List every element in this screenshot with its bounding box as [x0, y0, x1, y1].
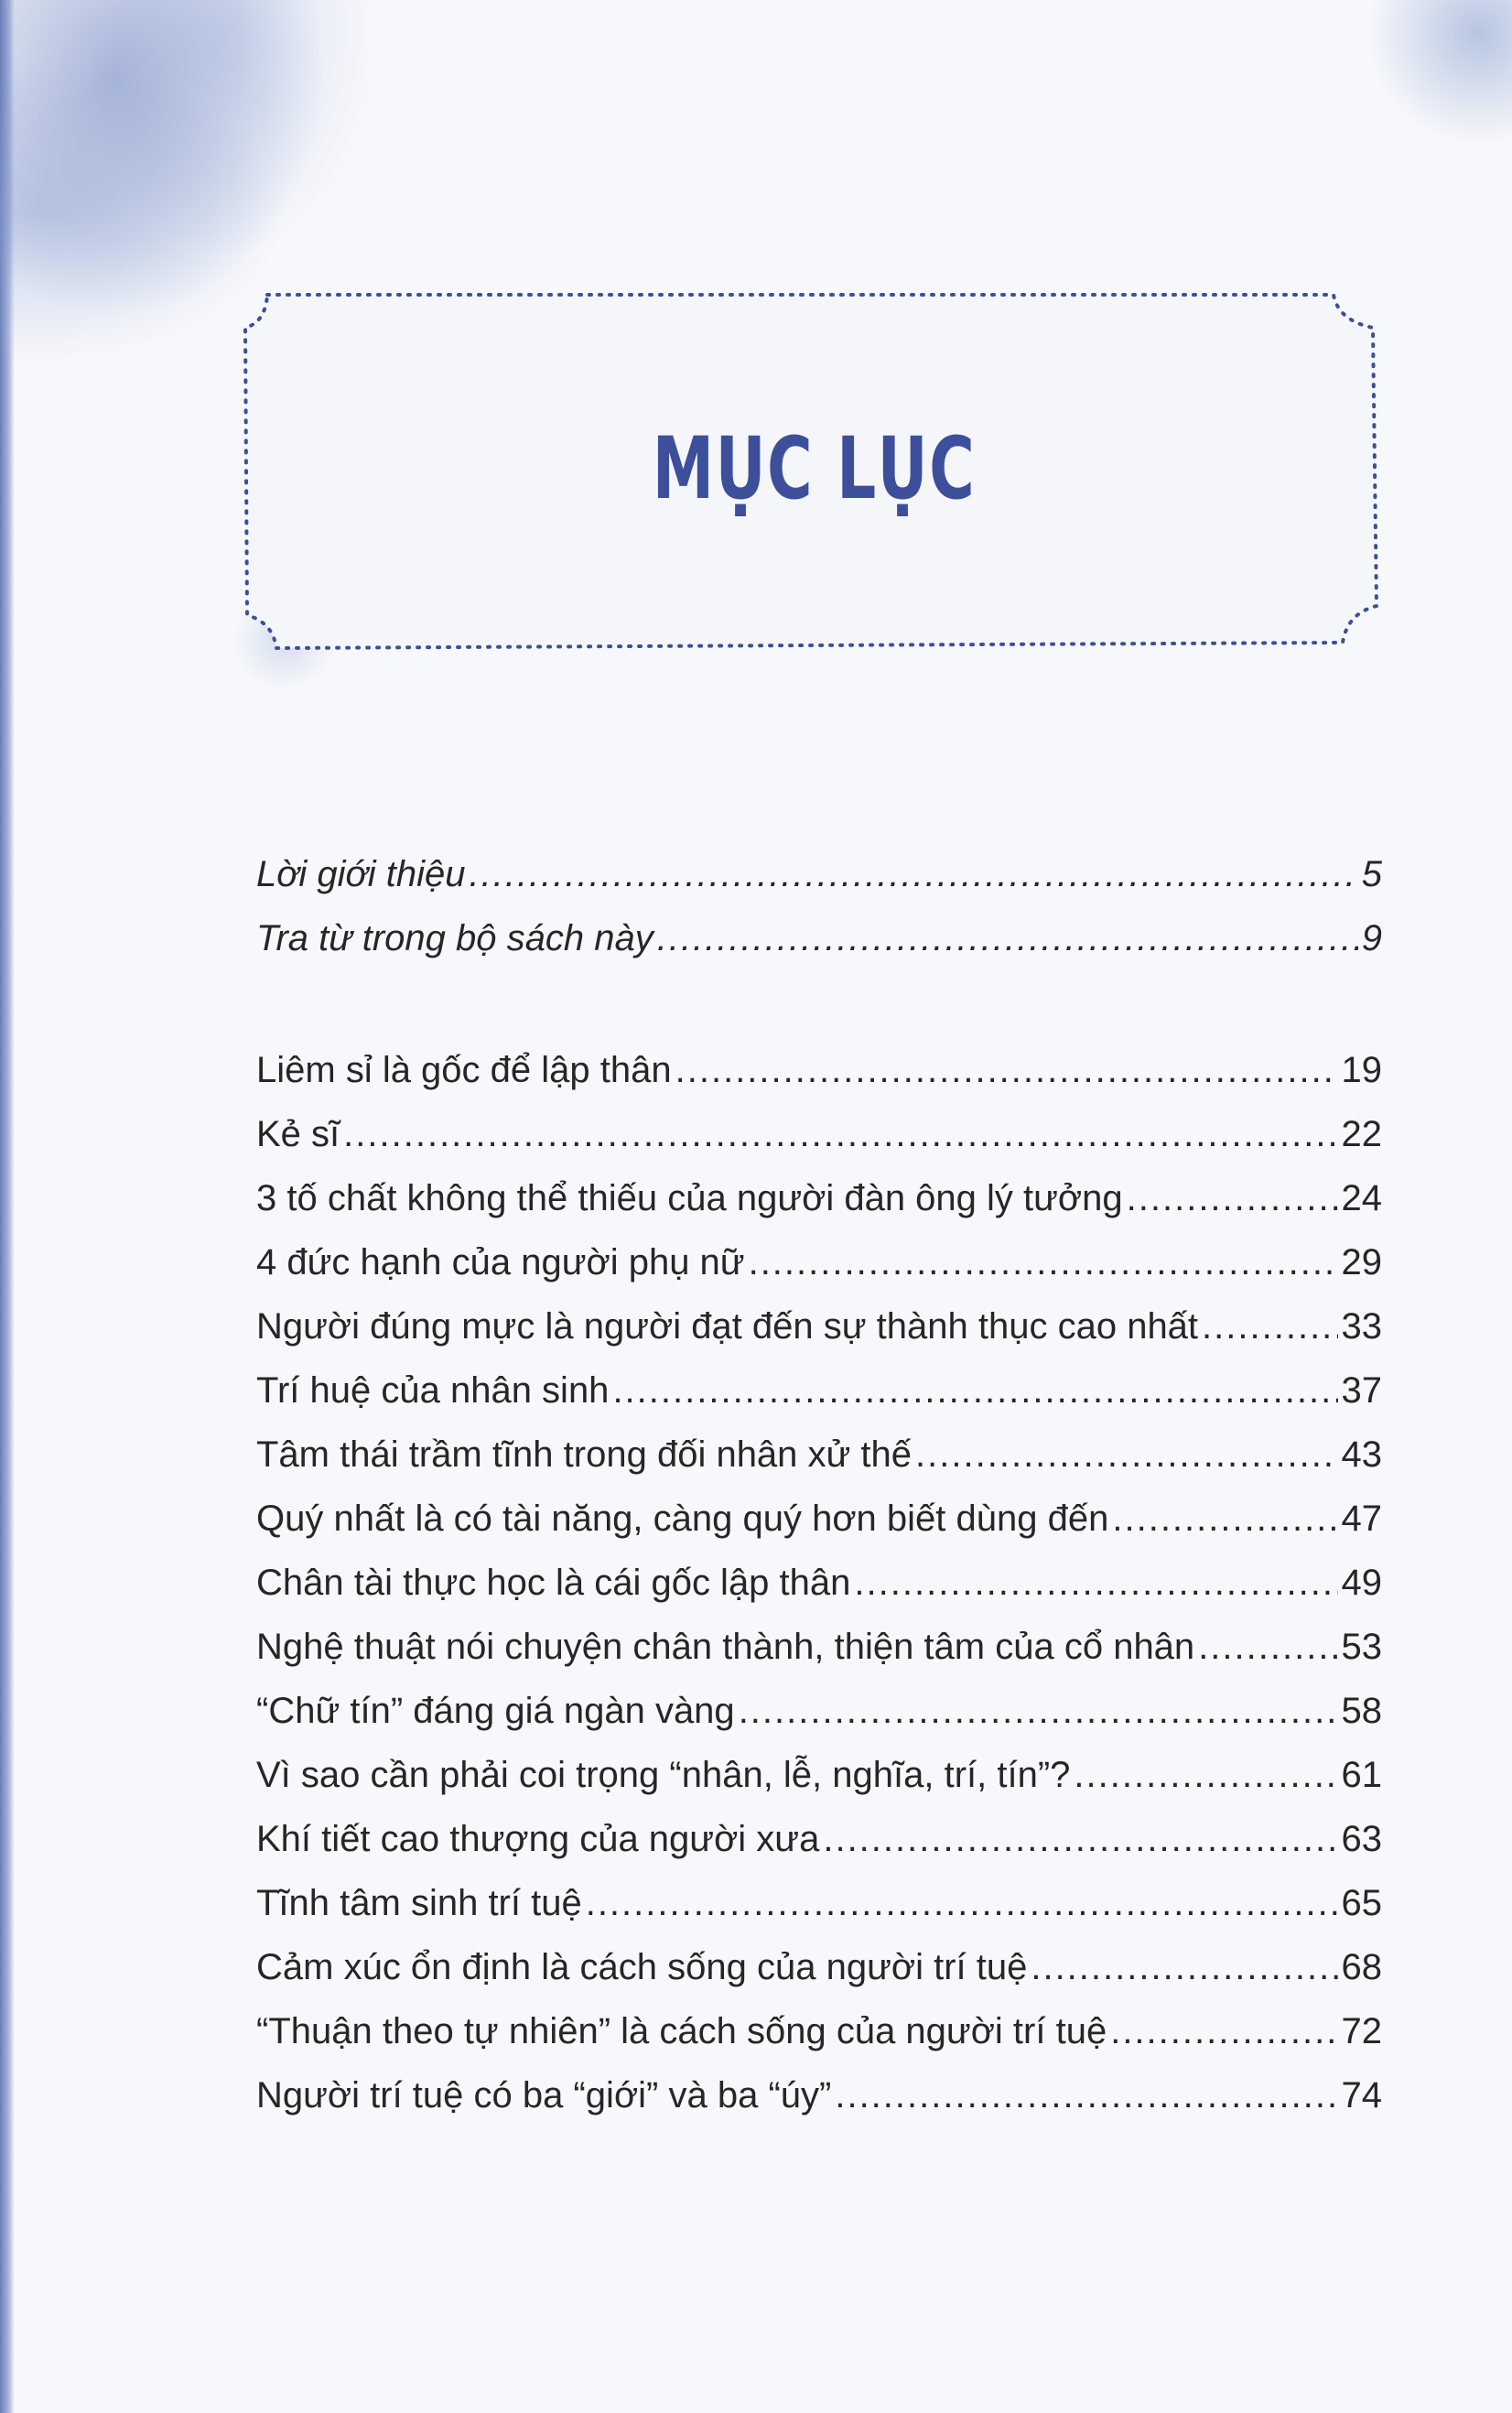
toc-entry [256, 1743, 1382, 1807]
toc-entry-label: Lời giới thiệu [256, 854, 466, 894]
toc-entry-page: 9 [1361, 918, 1382, 958]
dot-leader [1074, 1743, 1337, 1807]
toc-entry [256, 1999, 1382, 2063]
toc-entry [256, 1294, 1382, 1358]
toc-entry-page: 33 [1341, 1306, 1382, 1347]
toc-entry-page: 74 [1341, 2075, 1382, 2115]
toc-entry-label: Tâm thái trầm tĩnh trong đối nhân xử thế [256, 1434, 913, 1475]
book-spine-edge [0, 0, 15, 2413]
toc-entry-label: Cảm xúc ổn định là cách sống của người trí tuệ [256, 1947, 1028, 1987]
toc-entry-page: 29 [1341, 1242, 1382, 1282]
dot-leader [1110, 1999, 1337, 2063]
toc-entry-label: Người trí tuệ có ba “giới” và ba “úy” [256, 2075, 832, 2115]
toc-entry-label: Kẻ sĩ [256, 1114, 340, 1154]
toc-entry [256, 2063, 1382, 2127]
dot-leader [1031, 1935, 1337, 1999]
frost-decoration-top-right [1347, 0, 1512, 165]
dot-leader [1202, 1294, 1337, 1358]
toc-entry [256, 1551, 1382, 1615]
toc-entry-page: 68 [1341, 1947, 1382, 1987]
toc-entry-page: 49 [1341, 1563, 1382, 1603]
toc-entry-label: Vì sao cần phải coi trọng “nhân, lễ, nghĩa, trí, tín”? [256, 1755, 1071, 1795]
page-title: MỤC LỤC [652, 419, 977, 519]
dot-leader [854, 1551, 1337, 1615]
toc-entry-page: 19 [1341, 1050, 1382, 1090]
toc-entry [256, 1038, 1382, 1102]
toc-entry-label: Tra từ trong bộ sách này [256, 918, 653, 958]
dot-leader [915, 1423, 1337, 1487]
dot-leader [823, 1807, 1337, 1871]
dot-leader [586, 1871, 1338, 1935]
toc-entry-label: Người đúng mực là người đạt đến sự thành thục cao nhất [256, 1306, 1199, 1347]
toc-entry-page: 65 [1341, 1883, 1382, 1923]
toc-entry-page: 58 [1341, 1691, 1382, 1731]
toc-entry-page: 72 [1341, 2011, 1382, 2051]
toc-entry-page: 53 [1341, 1627, 1382, 1667]
toc-entry-page: 47 [1341, 1499, 1382, 1539]
toc-entry-label: “Chữ tín” đáng giá ngàn vàng [256, 1691, 735, 1731]
toc-entry-label: Nghệ thuật nói chuyện chân thành, thiện tâm của cổ nhân [256, 1627, 1195, 1667]
toc-entry [256, 1935, 1382, 1999]
toc-entry [256, 1487, 1382, 1551]
toc-entry-label: 4 đức hạnh của người phụ nữ [256, 1242, 745, 1282]
toc-entry [256, 1679, 1382, 1743]
toc-entry-label: Quý nhất là có tài năng, càng quý hơn biết dùng đến [256, 1499, 1109, 1539]
toc-entry-page: 63 [1341, 1819, 1382, 1859]
dot-leader [749, 1230, 1338, 1294]
dot-leader [469, 842, 1357, 906]
toc-entry [256, 1871, 1382, 1935]
dot-leader [1198, 1615, 1337, 1679]
table-of-contents [256, 842, 1382, 2127]
toc-entry [256, 1615, 1382, 1679]
dot-leader [835, 2063, 1337, 2127]
title-frame [240, 284, 1388, 657]
toc-entry-label: Trí huệ của nhân sinh [256, 1370, 610, 1411]
dot-leader [1127, 1166, 1338, 1230]
dot-leader [612, 1358, 1337, 1423]
dot-leader [1112, 1487, 1337, 1551]
toc-entry [256, 1230, 1382, 1294]
toc-entry-page: 24 [1341, 1178, 1382, 1218]
toc-entry [256, 842, 1382, 906]
toc-entry-label: Khí tiết cao thượng của người xưa [256, 1819, 820, 1859]
toc-entry-label: 3 tố chất không thể thiếu của người đàn ông lý tưởng [256, 1178, 1123, 1218]
toc-entry-page: 37 [1341, 1370, 1382, 1411]
dot-leader [657, 906, 1358, 970]
toc-entry-page: 22 [1341, 1114, 1382, 1154]
section-gap [256, 970, 1382, 1038]
toc-entry [256, 1358, 1382, 1423]
toc-entry [256, 906, 1382, 970]
toc-entry-label: Liêm sỉ là gốc để lập thân [256, 1050, 672, 1090]
toc-entry-label: Tĩnh tâm sinh trí tuệ [256, 1883, 582, 1923]
toc-entry [256, 1166, 1382, 1230]
toc-entry-label: “Thuận theo tự nhiên” là cách sống của người trí tuệ [256, 2011, 1107, 2051]
toc-entry-label: Chân tài thực học là cái gốc lập thân [256, 1563, 851, 1603]
dot-leader [739, 1679, 1338, 1743]
toc-entry-page: 61 [1341, 1755, 1382, 1795]
toc-entry [256, 1423, 1382, 1487]
toc-entry-page: 43 [1341, 1434, 1382, 1475]
dot-leader [675, 1038, 1338, 1102]
toc-entry [256, 1807, 1382, 1871]
dot-leader [343, 1102, 1337, 1166]
toc-entry-page: 5 [1361, 854, 1382, 894]
toc-entry [256, 1102, 1382, 1166]
